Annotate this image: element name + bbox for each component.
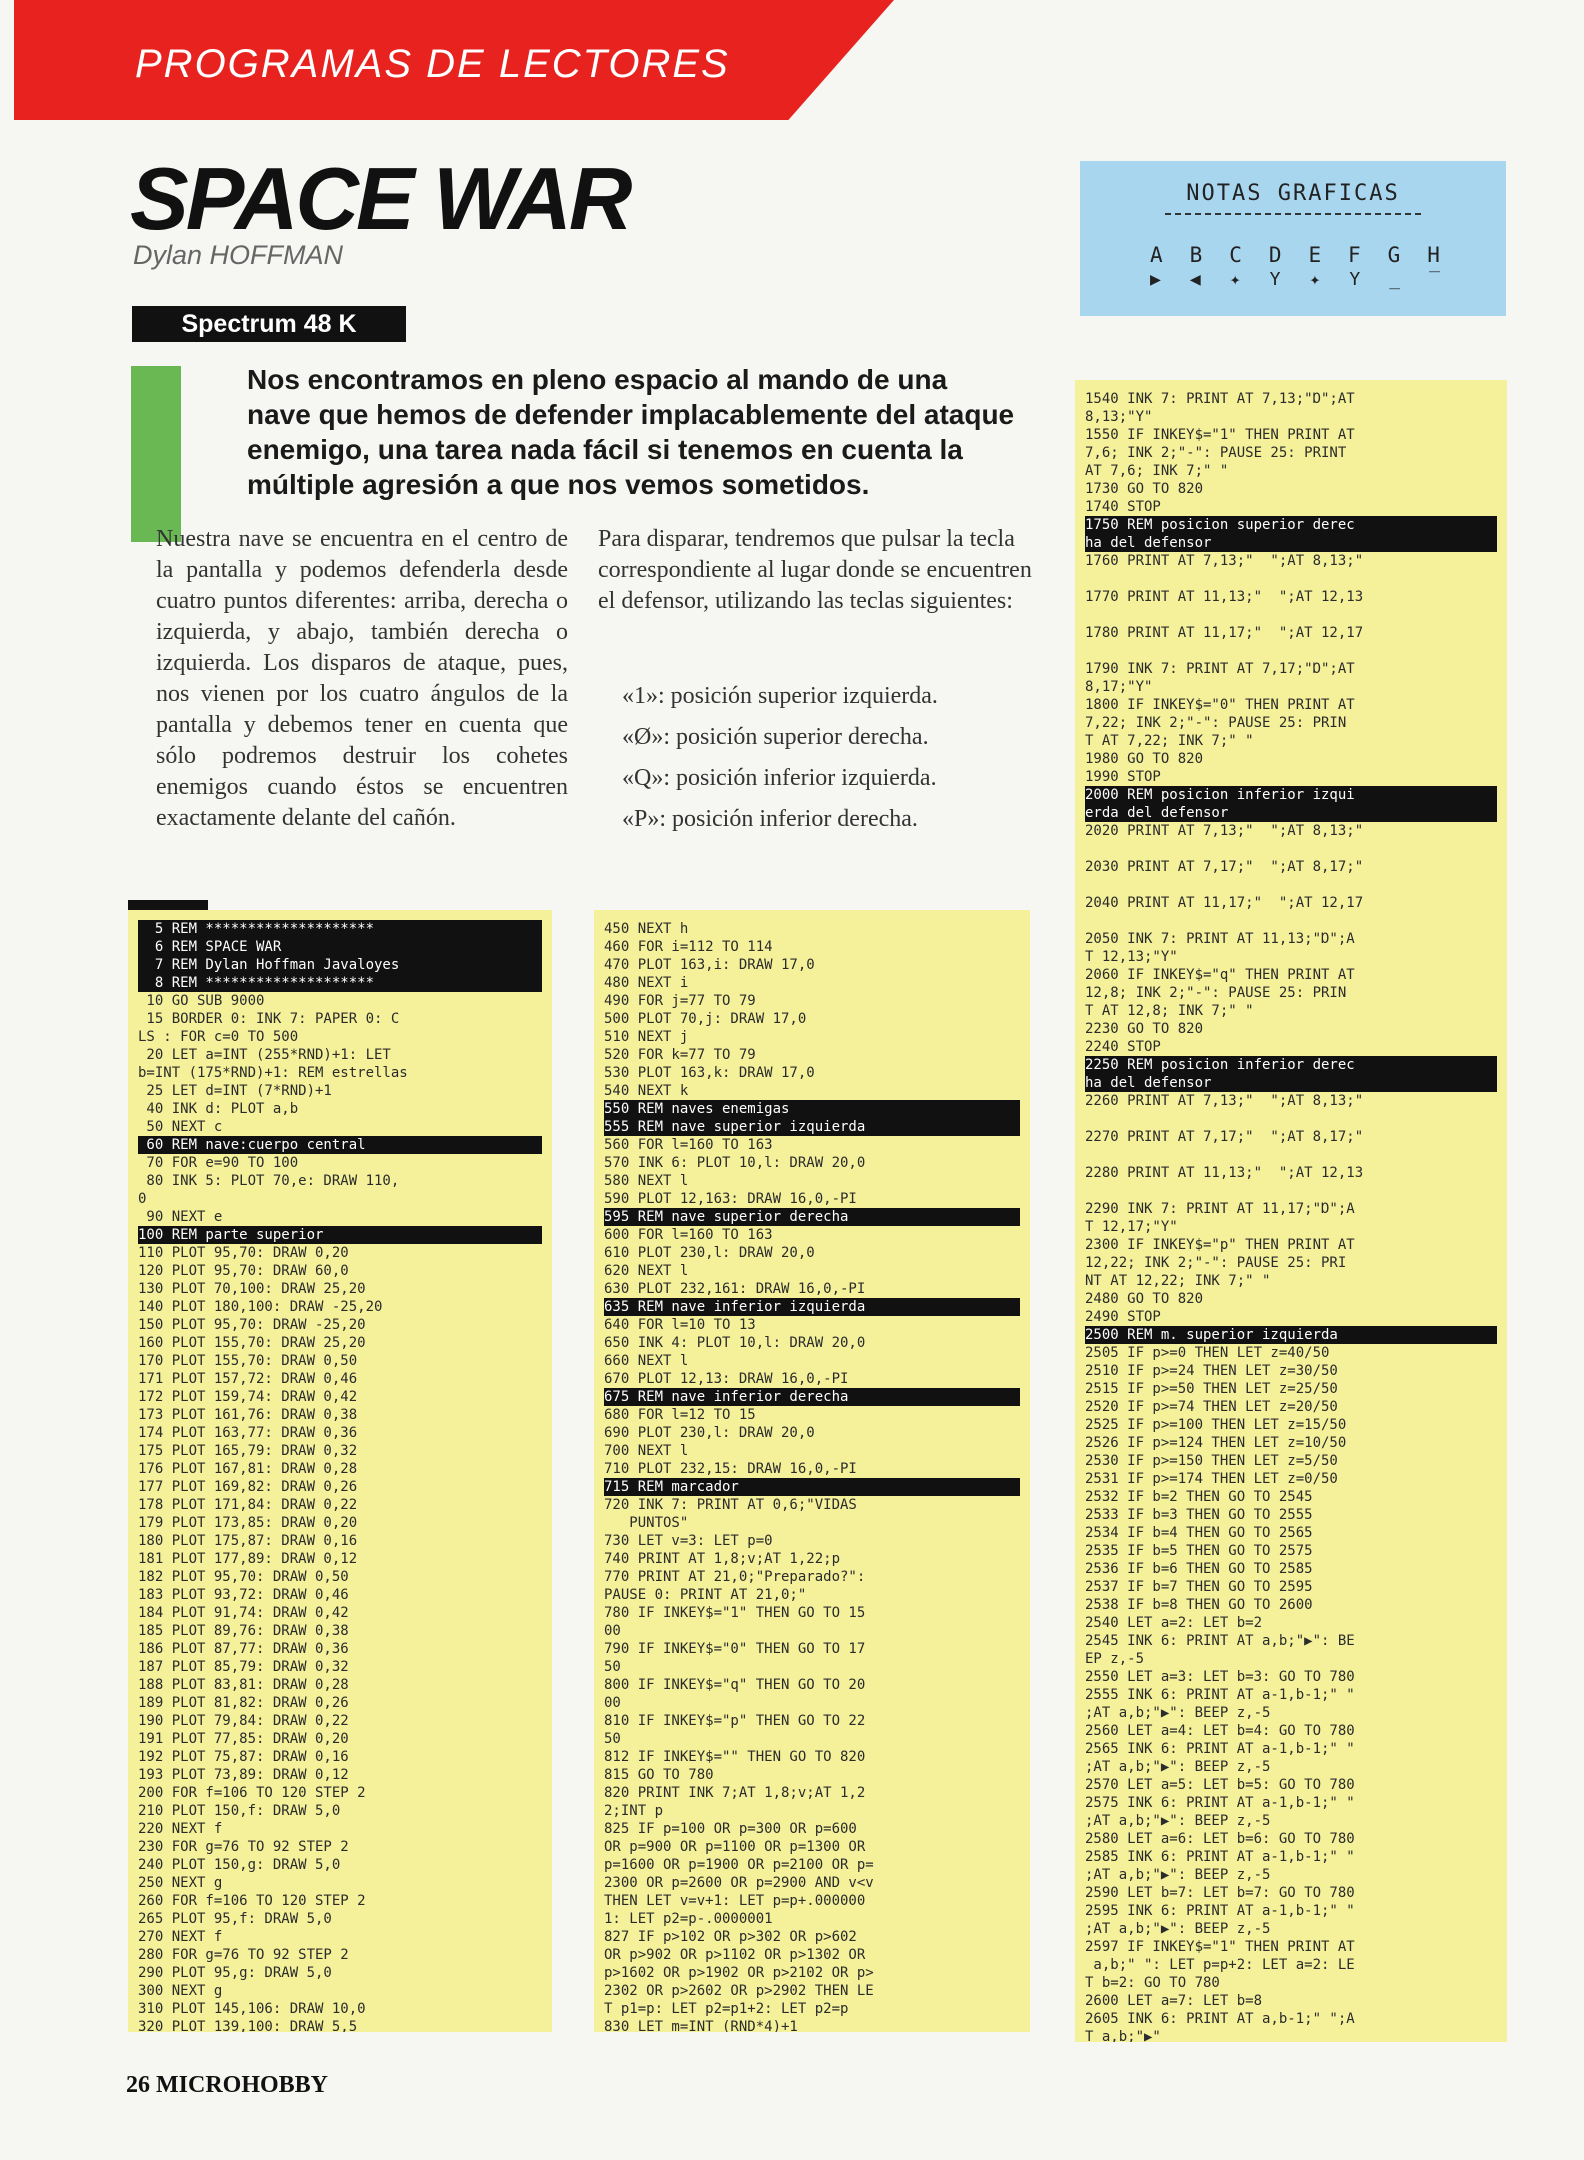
code-line: 2020 PRINT AT 7,13;" ";AT 8,13;" — [1085, 823, 1364, 839]
code-line: 2030 PRINT AT 7,17;" ";AT 8,17;" — [1085, 859, 1364, 875]
rem-line: erda del defensor — [1085, 804, 1497, 822]
code-line: 20 LET a=INT (255*RND)+1: LET — [138, 1047, 391, 1063]
code-line: 1980 GO TO 820 — [1085, 751, 1204, 767]
code-line: 2526 IF p>=124 THEN LET z=10/50 — [1085, 1435, 1347, 1451]
code-line: 2040 PRINT AT 11,17;" ";AT 12,17 — [1085, 895, 1364, 911]
code-line: 490 FOR j=77 TO 79 — [604, 993, 756, 1009]
code-line: 240 PLOT 150,g: DRAW 5,0 — [138, 1857, 341, 1873]
code-line: 560 FOR l=160 TO 163 — [604, 1137, 773, 1153]
rem-line: 2000 REM posicion inferior izqui — [1085, 786, 1497, 804]
udg-letter: C — [1229, 243, 1242, 267]
code-line: 182 PLOT 95,70: DRAW 0,50 — [138, 1569, 349, 1585]
code-line — [1085, 1110, 1497, 1128]
code-line: 320 PLOT 139,100: DRAW 5,5 — [138, 2019, 358, 2032]
rem-line: 6 REM SPACE WAR — [138, 938, 542, 956]
code-line: 172 PLOT 159,74: DRAW 0,42 — [138, 1389, 358, 1405]
code-line: AT 7,6; INK 7;" " — [1085, 463, 1229, 479]
code-line: p>1602 OR p>1902 OR p>2102 OR p> — [604, 1965, 874, 1981]
code-line: 260 FOR f=106 TO 120 STEP 2 — [138, 1893, 366, 1909]
code-line: 690 PLOT 230,l: DRAW 20,0 — [604, 1425, 815, 1441]
code-line: 176 PLOT 167,81: DRAW 0,28 — [138, 1461, 358, 1477]
code-line: 1740 STOP — [1085, 499, 1161, 515]
code-line: 186 PLOT 87,77: DRAW 0,36 — [138, 1641, 349, 1657]
basic-listing-column-1 — [128, 910, 552, 2032]
code-line — [1085, 840, 1497, 858]
code-line: 40 INK d: PLOT a,b — [138, 1101, 299, 1117]
code-line: 90 NEXT e — [138, 1209, 223, 1225]
article-author: Dylan HOFFMAN — [133, 240, 344, 270]
code-line: 0 — [138, 1191, 147, 1207]
platform-badge: Spectrum 48 K — [132, 306, 406, 342]
code-line: 2533 IF b=3 THEN GO TO 2555 — [1085, 1507, 1313, 1523]
code-line: 270 NEXT f — [138, 1929, 223, 1945]
code-line: 740 PRINT AT 1,8;v;AT 1,22;p — [604, 1551, 841, 1567]
code-line: 2605 INK 6: PRINT AT a,b-1;" ";A — [1085, 2011, 1355, 2027]
code-line: 50 — [604, 1659, 621, 1675]
code-line: 183 PLOT 93,72: DRAW 0,46 — [138, 1587, 349, 1603]
code-line: 300 NEXT g — [138, 1983, 223, 1999]
code-line: T AT 12,8; INK 7;" " — [1085, 1003, 1254, 1019]
code-line: THEN LET v=v+1: LET p=p+.000000 — [604, 1893, 866, 1909]
code-line: 150 PLOT 95,70: DRAW -25,20 — [138, 1317, 366, 1333]
code-line: 70 FOR e=90 TO 100 — [138, 1155, 299, 1171]
code-line: 2534 IF b=4 THEN GO TO 2565 — [1085, 1525, 1313, 1541]
code-line — [1085, 876, 1497, 894]
code-line: 800 IF INKEY$="q" THEN GO TO 20 — [604, 1677, 866, 1693]
code-line: T 12,13;"Y" — [1085, 949, 1178, 965]
code-line: T 12,17;"Y" — [1085, 1219, 1178, 1235]
code-line: 580 NEXT l — [604, 1173, 689, 1189]
code-line: 2550 LET a=3: LET b=3: GO TO 780 — [1085, 1669, 1355, 1685]
udg-letter: D — [1268, 243, 1282, 267]
code-line: 1550 IF INKEY$="1" THEN PRINT AT — [1085, 427, 1355, 443]
code-line: 265 PLOT 95,f: DRAW 5,0 — [138, 1911, 332, 1927]
code-line: b=INT (175*RND)+1: REM estrellas — [138, 1065, 408, 1081]
code-line: 210 PLOT 150,f: DRAW 5,0 — [138, 1803, 341, 1819]
code-line: 2505 IF p>=0 THEN LET z=40/50 — [1085, 1345, 1330, 1361]
udg-glyph-icon: ◀ — [1189, 269, 1201, 290]
code-line: 825 IF p=100 OR p=300 OR p=600 — [604, 1821, 857, 1837]
code-line: 812 IF INKEY$="" THEN GO TO 820 — [604, 1749, 866, 1765]
code-line: OR p>902 OR p>1102 OR p>1302 OR — [604, 1947, 866, 1963]
code-line: 710 PLOT 232,15: DRAW 16,0,-PI — [604, 1461, 857, 1477]
code-line: 80 INK 5: PLOT 70,e: DRAW 110, — [138, 1173, 400, 1189]
code-line — [1085, 642, 1497, 660]
code-line: 2270 PRINT AT 7,17;" ";AT 8,17;" — [1085, 1129, 1364, 1145]
rem-line: ha del defensor — [1085, 534, 1497, 552]
code-line: NT AT 12,22; INK 7;" " — [1085, 1273, 1271, 1289]
rem-line: 715 REM marcador — [604, 1478, 1020, 1496]
code-line: 630 PLOT 232,161: DRAW 16,0,-PI — [604, 1281, 866, 1297]
code-line: 720 INK 7: PRINT AT 0,6;"VIDAS — [604, 1497, 857, 1513]
code-line: ;AT a,b;"▶": BEEP z,-5 — [1085, 1921, 1271, 1937]
code-line: 188 PLOT 83,81: DRAW 0,28 — [138, 1677, 349, 1693]
code-line: 470 PLOT 163,i: DRAW 17,0 — [604, 957, 815, 973]
code-line: 1: LET p2=p-.0000001 — [604, 1911, 773, 1927]
code-line: 189 PLOT 81,82: DRAW 0,26 — [138, 1695, 349, 1711]
rem-line: ha del defensor — [1085, 1074, 1497, 1092]
code-line: 2280 PRINT AT 11,13;" ";AT 12,13 — [1085, 1165, 1364, 1181]
code-line: 130 PLOT 70,100: DRAW 25,20 — [138, 1281, 366, 1297]
basic-listing-column-3 — [1075, 380, 1507, 2042]
rem-line: 7 REM Dylan Hoffman Javaloyes — [138, 956, 542, 974]
code-line: 2515 IF p>=50 THEN LET z=25/50 — [1085, 1381, 1338, 1397]
code-line — [1085, 1146, 1497, 1164]
code-line: 1790 INK 7: PRINT AT 7,17;"Ɒ";AT — [1085, 661, 1355, 677]
code-line: 175 PLOT 165,79: DRAW 0,32 — [138, 1443, 358, 1459]
code-line: 2060 IF INKEY$="q" THEN PRINT AT — [1085, 967, 1355, 983]
code-line: T b=2: GO TO 780 — [1085, 1975, 1220, 1991]
code-line: 730 LET v=3: LET p=0 — [604, 1533, 773, 1549]
code-line: 2240 STOP — [1085, 1039, 1161, 1055]
code-line: 1770 PRINT AT 11,13;" ";AT 12,13 — [1085, 589, 1364, 605]
code-line: 181 PLOT 177,89: DRAW 0,12 — [138, 1551, 358, 1567]
control-key-item: «1»: posición superior izquierda. — [622, 683, 938, 709]
code-line: 2555 INK 6: PRINT AT a-1,b-1;" " — [1085, 1687, 1355, 1703]
code-line: 460 FOR i=112 TO 114 — [604, 939, 773, 955]
graphic-notes-title: NOTAS GRAFICAS — [1186, 181, 1400, 206]
rem-line: 635 REM nave inferior izquierda — [604, 1298, 1020, 1316]
code-line: 640 FOR l=10 TO 13 — [604, 1317, 756, 1333]
code-line: 1540 INK 7: PRINT AT 7,13;"Ɒ";AT — [1085, 391, 1355, 407]
code-line: 700 NEXT l — [604, 1443, 689, 1459]
code-line: 2575 INK 6: PRINT AT a-1,b-1;" " — [1085, 1795, 1355, 1811]
code-line: 2510 IF p>=24 THEN LET z=30/50 — [1085, 1363, 1338, 1379]
code-line: 50 — [604, 1731, 621, 1747]
udg-glyph-icon: Y — [1269, 269, 1281, 290]
code-line: 790 IF INKEY$="0" THEN GO TO 17 — [604, 1641, 866, 1657]
code-line: 2560 LET a=4: LET b=4: GO TO 780 — [1085, 1723, 1355, 1739]
code-line: 2230 GO TO 820 — [1085, 1021, 1204, 1037]
rem-line: 2250 REM posicion inferior derec — [1085, 1056, 1497, 1074]
basic-listing-column-2 — [594, 910, 1030, 2032]
code-line: 2050 INK 7: PRINT AT 11,13;"Ɒ";A — [1085, 931, 1355, 947]
udg-letter: B — [1189, 243, 1203, 267]
code-line: 250 NEXT g — [138, 1875, 223, 1891]
code-line: 2480 GO TO 820 — [1085, 1291, 1204, 1307]
code-line: 2545 INK 6: PRINT AT a,b;"▶": BE — [1085, 1633, 1355, 1649]
code-line: 230 FOR g=76 TO 92 STEP 2 — [138, 1839, 349, 1855]
code-line: EP z,-5 — [1085, 1651, 1145, 1667]
code-line: 173 PLOT 161,76: DRAW 0,38 — [138, 1407, 358, 1423]
code-line: 171 PLOT 157,72: DRAW 0,46 — [138, 1371, 358, 1387]
rem-line: 5 REM ******************** — [138, 920, 542, 938]
code-line: 1760 PRINT AT 7,13;" ";AT 8,13;" — [1085, 553, 1364, 569]
code-line: 2595 INK 6: PRINT AT a-1,b-1;" " — [1085, 1903, 1355, 1919]
page-footer: 26 MICROHOBBY — [126, 2072, 329, 2098]
code-line — [1085, 606, 1497, 624]
udg-letter: H — [1427, 243, 1440, 267]
article-body-column-2: Para disparar, tendremos que pulsar la tecla correspondiente al lugar donde se encuentren el defensor, utilizando las teclas siguientes: — [598, 526, 1032, 614]
code-line: 178 PLOT 171,84: DRAW 0,22 — [138, 1497, 358, 1513]
code-line: 670 PLOT 12,13: DRAW 16,0,-PI — [604, 1371, 849, 1387]
rem-line: 550 REM naves enemigas — [604, 1100, 1020, 1118]
code-line: 815 GO TO 780 — [604, 1767, 714, 1783]
graphic-notes-glyphs — [1150, 269, 1440, 290]
udg-glyph-icon: _ — [1389, 269, 1401, 290]
code-line: 620 NEXT l — [604, 1263, 689, 1279]
controls-key-list — [622, 676, 1042, 840]
article-title: SPACE WAR — [130, 149, 630, 248]
code-line: 2530 IF p>=150 THEN LET z=5/50 — [1085, 1453, 1338, 1469]
code-line: 185 PLOT 89,76: DRAW 0,38 — [138, 1623, 349, 1639]
code-line: 170 PLOT 155,70: DRAW 0,50 — [138, 1353, 358, 1369]
code-line: PUNTOS" — [604, 1515, 689, 1531]
code-line: 1780 PRINT AT 11,17;" ";AT 12,17 — [1085, 625, 1364, 641]
code-line: 2536 IF b=6 THEN GO TO 2585 — [1085, 1561, 1313, 1577]
code-line: ;AT a,b;"▶": BEEP z,-5 — [1085, 1813, 1271, 1829]
code-line: 810 IF INKEY$="p" THEN GO TO 22 — [604, 1713, 866, 1729]
code-line: 280 FOR g=76 TO 92 STEP 2 — [138, 1947, 349, 1963]
code-line: 780 IF INKEY$="1" THEN GO TO 15 — [604, 1605, 866, 1621]
udg-glyph-icon: ✦ — [1229, 269, 1241, 290]
code-line: a,b;" ": LET p=p+2: LET a=2: LE — [1085, 1957, 1355, 1973]
code-line: 2590 LET b=7: LET b=7: GO TO 780 — [1085, 1885, 1355, 1901]
code-line: 520 FOR k=77 TO 79 — [604, 1047, 756, 1063]
graphic-notes-box — [1080, 161, 1506, 316]
udg-letter: E — [1308, 243, 1322, 267]
code-line: 590 PLOT 12,163: DRAW 16,0,-PI — [604, 1191, 857, 1207]
code-line: ;AT a,b;"▶": BEEP z,-5 — [1085, 1759, 1271, 1775]
code-line: 2531 IF p>=174 THEN LET z=0/50 — [1085, 1471, 1338, 1487]
code-line — [1085, 570, 1497, 588]
code-line: 2600 LET a=7: LET b=8 — [1085, 1993, 1263, 2009]
code-line: 00 — [604, 1695, 621, 1711]
code-line: 192 PLOT 75,87: DRAW 0,16 — [138, 1749, 349, 1765]
code-line: 2597 IF INKEY$="1" THEN PRINT AT — [1085, 1939, 1355, 1955]
code-line: 220 NEXT f — [138, 1821, 223, 1837]
code-line: 540 NEXT k — [604, 1083, 689, 1099]
udg-glyph-icon: ✦ — [1309, 269, 1321, 290]
code-line: 2300 OR p=2600 OR p=2900 AND v<v — [604, 1875, 874, 1891]
graphic-notes-letters — [1150, 243, 1440, 267]
code-line: PAUSE 0: PRINT AT 21,0;" — [604, 1587, 807, 1603]
code-line: T a,b;"▶" — [1085, 2029, 1161, 2042]
code-line: 610 PLOT 230,l: DRAW 20,0 — [604, 1245, 815, 1261]
code-line: 160 PLOT 155,70: DRAW 25,20 — [138, 1335, 366, 1351]
article-lead: Nos encontramos en pleno espacio al mando de una nave que hemos de defender implacablemente del ataque enemigo, una tarea nada fácil si tenemos en cuenta la múltiple agresión a que nos vemos sometidos. — [247, 364, 1015, 500]
section-title: PROGRAMAS DE LECTORES — [135, 42, 730, 86]
code-line: T p1=p: LET p2=p1+2: LET p2=p — [604, 2001, 849, 2017]
code-line: 1800 IF INKEY$="0" THEN PRINT AT — [1085, 697, 1355, 713]
code-line: 2520 IF p>=74 THEN LET z=20/50 — [1085, 1399, 1338, 1415]
article-body-column-1: Nuestra nave se encuentra en el centro de la pantalla y podemos defenderla desde cuatro puntos diferentes: arriba, derecha o izquierda, y abajo, también derecha o izquierda. Los disparos de ataque, pues, nos vienen por los cuatro ángulos de la pantalla y debemos tener en cuenta que sólo podremos destruir los cohetes enemigos cuando éstos se encuentren exactamente delante del cañón. — [156, 526, 568, 831]
code-line: 500 PLOT 70,j: DRAW 17,0 — [604, 1011, 807, 1027]
code-line: 184 PLOT 91,74: DRAW 0,42 — [138, 1605, 349, 1621]
code-line: 179 PLOT 173,85: DRAW 0,20 — [138, 1515, 358, 1531]
code-line: 50 NEXT c — [138, 1119, 223, 1135]
code-line: 2302 OR p>2602 OR p>2902 THEN LE — [604, 1983, 874, 1999]
code-line: 2570 LET a=5: LET b=5: GO TO 780 — [1085, 1777, 1355, 1793]
code-line: 120 PLOT 95,70: DRAW 60,0 — [138, 1263, 349, 1279]
rem-line: 555 REM nave superior izquierda — [604, 1118, 1020, 1136]
code-line: 660 NEXT l — [604, 1353, 689, 1369]
rem-line: 100 REM parte superior — [138, 1226, 542, 1244]
code-line: 12,8; INK 2;"-": PAUSE 25: PRIN — [1085, 985, 1347, 1001]
code-line: 15 BORDER 0: INK 7: PAPER 0: C — [138, 1011, 400, 1027]
code-line: 1730 GO TO 820 — [1085, 481, 1204, 497]
code-line: 8,17;"Y" — [1085, 679, 1153, 695]
lead-accent-bar — [131, 366, 181, 542]
code-line: 2535 IF b=5 THEN GO TO 2575 — [1085, 1543, 1313, 1559]
code-line: 450 NEXT h — [604, 921, 689, 937]
rem-line: 8 REM ******************** — [138, 974, 542, 992]
code-line: 2290 INK 7: PRINT AT 11,17;"Ɒ";A — [1085, 1201, 1355, 1217]
code-line: 7,22; INK 2;"-": PAUSE 25: PRIN — [1085, 715, 1347, 731]
code-line: LS : FOR c=0 TO 500 — [138, 1029, 299, 1045]
code-line: 12,22; INK 2;"-": PAUSE 25: PRI — [1085, 1255, 1347, 1271]
code-line: 820 PRINT INK 7;AT 1,8;v;AT 1,2 — [604, 1785, 866, 1801]
code-line: p=1600 OR p=1900 OR p=2100 OR p= — [604, 1857, 874, 1873]
code-line: 680 FOR l=12 TO 15 — [604, 1407, 756, 1423]
code-line: 193 PLOT 73,89: DRAW 0,12 — [138, 1767, 349, 1783]
code-line: 2300 IF INKEY$="p" THEN PRINT AT — [1085, 1237, 1355, 1253]
code-line: 480 NEXT i — [604, 975, 689, 991]
code-line — [1085, 1182, 1497, 1200]
udg-letter: G — [1387, 243, 1401, 267]
control-key-item: «Q»: posición inferior izquierda. — [622, 765, 937, 791]
code-line: 140 PLOT 180,100: DRAW -25,20 — [138, 1299, 383, 1315]
code-line: 2538 IF b=8 THEN GO TO 2600 — [1085, 1597, 1313, 1613]
code-line: 600 FOR l=160 TO 163 — [604, 1227, 773, 1243]
code-line: 180 PLOT 175,87: DRAW 0,16 — [138, 1533, 358, 1549]
code-line: 200 FOR f=106 TO 120 STEP 2 — [138, 1785, 366, 1801]
udg-letter: A — [1150, 243, 1163, 267]
code-line: 191 PLOT 77,85: DRAW 0,20 — [138, 1731, 349, 1747]
code-line: 290 PLOT 95,g: DRAW 5,0 — [138, 1965, 332, 1981]
code-line: 2540 LET a=2: LET b=2 — [1085, 1615, 1263, 1631]
control-key-item: «Ø»: posición superior derecha. — [622, 724, 929, 750]
code-line: 1990 STOP — [1085, 769, 1161, 785]
code-line: 2585 INK 6: PRINT AT a-1,b-1;" " — [1085, 1849, 1355, 1865]
rem-line: 1750 REM posicion superior derec — [1085, 516, 1497, 534]
code-line: 187 PLOT 85,79: DRAW 0,32 — [138, 1659, 349, 1675]
code-line: 510 NEXT j — [604, 1029, 689, 1045]
code-line: T AT 7,22; INK 7;" " — [1085, 733, 1254, 749]
code-line: 7,6; INK 2;"-": PAUSE 25: PRINT — [1085, 445, 1347, 461]
code-line: 2565 INK 6: PRINT AT a-1,b-1;" " — [1085, 1741, 1355, 1757]
code-line: 310 PLOT 145,106: DRAW 10,0 — [138, 2001, 366, 2017]
rem-line: 675 REM nave inferior derecha — [604, 1388, 1020, 1406]
code-line: 827 IF p>102 OR p>302 OR p>602 — [604, 1929, 857, 1945]
code-line: 2525 IF p>=100 THEN LET z=15/50 — [1085, 1417, 1347, 1433]
code-line: 2;INT p — [604, 1803, 664, 1819]
udg-glyph-icon: Y — [1349, 269, 1361, 290]
rem-line: 60 REM nave:cuerpo central — [138, 1136, 542, 1154]
code-line: 770 PRINT AT 21,0;"Preparado?": — [604, 1569, 866, 1585]
code-line: 10 GO SUB 9000 — [138, 993, 265, 1009]
udg-glyph-icon: ▶ — [1150, 269, 1161, 290]
rem-line: 595 REM nave superior derecha — [604, 1208, 1020, 1226]
code-line: 830 LET m=INT (RND*4)+1 — [604, 2019, 798, 2032]
code-line: 2490 STOP — [1085, 1309, 1161, 1325]
code-line: 2260 PRINT AT 7,13;" ";AT 8,13;" — [1085, 1093, 1364, 1109]
graphic-notes-divider — [1165, 213, 1421, 215]
code-line: 174 PLOT 163,77: DRAW 0,36 — [138, 1425, 358, 1441]
code-line: 570 INK 6: PLOT 10,l: DRAW 20,0 — [604, 1155, 866, 1171]
rem-line: 2500 REM m. superior izquierda — [1085, 1326, 1497, 1344]
code-line — [1085, 912, 1497, 930]
code-line: 25 LET d=INT (7*RND)+1 — [138, 1083, 332, 1099]
code-line: 8,13;"Y" — [1085, 409, 1153, 425]
code-line: 177 PLOT 169,82: DRAW 0,26 — [138, 1479, 358, 1495]
udg-glyph-icon: ‾ — [1429, 269, 1440, 290]
control-key-item: «P»: posición inferior derecha. — [622, 806, 918, 832]
code-line: 190 PLOT 79,84: DRAW 0,22 — [138, 1713, 349, 1729]
code-line: ;AT a,b;"▶": BEEP z,-5 — [1085, 1867, 1271, 1883]
code-line: OR p=900 OR p=1100 OR p=1300 OR — [604, 1839, 866, 1855]
code-line: 2532 IF b=2 THEN GO TO 2545 — [1085, 1489, 1313, 1505]
code-line: 2580 LET a=6: LET b=6: GO TO 780 — [1085, 1831, 1355, 1847]
code-line: 650 INK 4: PLOT 10,l: DRAW 20,0 — [604, 1335, 866, 1351]
code-line: 2537 IF b=7 THEN GO TO 2595 — [1085, 1579, 1313, 1595]
code-line: 530 PLOT 163,k: DRAW 17,0 — [604, 1065, 815, 1081]
udg-letter: F — [1348, 243, 1361, 267]
code-line: 00 — [604, 1623, 621, 1639]
code-line: 110 PLOT 95,70: DRAW 0,20 — [138, 1245, 349, 1261]
code-line: ;AT a,b;"▶": BEEP z,-5 — [1085, 1705, 1271, 1721]
